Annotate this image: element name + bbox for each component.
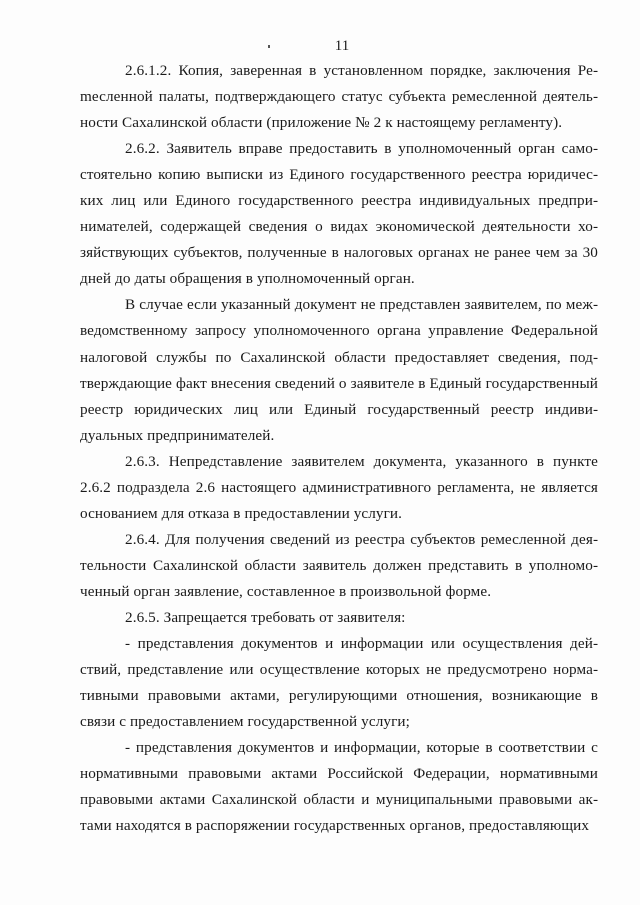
paragraph-2-6-5: 2.6.5. Запрещается требовать от заявителя: [125,608,406,626]
list-item-documents-held: - представления документов и информации, которые в соответствии с нормативными правовыми актами Российской Федерации, нормативными правовыми актами Сахалинской области и муниципальными правовыми актами находятся в распоряжении государственных органов, предоставляющих [80,739,598,835]
list-item-documents-actions: - представления документов и информации или осуществления действий, представление или осуществление которых не предусмотрено нормативными правовыми актами, регулирующими отношения, возникающие в связи с предоставлением государственной услуги; [80,635,598,731]
paragraph-2-6-2: 2.6.2. Заявитель вправе предоставить в уполномоченный орган самостоятельно копию выписки из Единого государственного реестра юридических лиц или Единого государственного реестра индивидуальных предпринимателей, содержащей сведения о видах экономической деятельности хозяйствующих субъектов, полученные в налоговых органах не ранее чем за 30 дней до даты обращения в уполномоченный орган. [80,140,598,288]
page-number: 11 [334,38,350,54]
paragraph-interagency-request: В случае если указанный документ не представлен заявителем, по межведомственному запросу уполномоченного органа управление Федеральной налоговой службы по Сахалинской области предоставляет сведения, подтверждающие факт внесения сведений о заявителе в Единый государственный реестр юридических лиц или Единый государственный реестр индивидуальных предпринимателей. [80,296,598,444]
paragraph-2-6-1-2: 2.6.1.2. Копия, заверенная в установленном порядке, заключения Реmесленной палаты, подтверждающего статус субъекта ремесленной деятельности Сахалинской области (приложение № 2 к настоящему регламенту). [80,62,598,132]
paragraph-2-6-3: 2.6.3. Непредставление заявителем документа, указанного в пункте 2.6.2 подраздела 2.6 настоящего административного регламента, не является основанием для отказа в предоставлении услуги. [80,452,598,522]
paragraph-2-6-4: 2.6.4. Для получения сведений из реестра субъектов ремесленной деятельности Сахалинской области заявитель должен представить в уполномоченный орган заявление, составленное в произвольной форме. [80,530,598,600]
document-body [80,58,598,839]
